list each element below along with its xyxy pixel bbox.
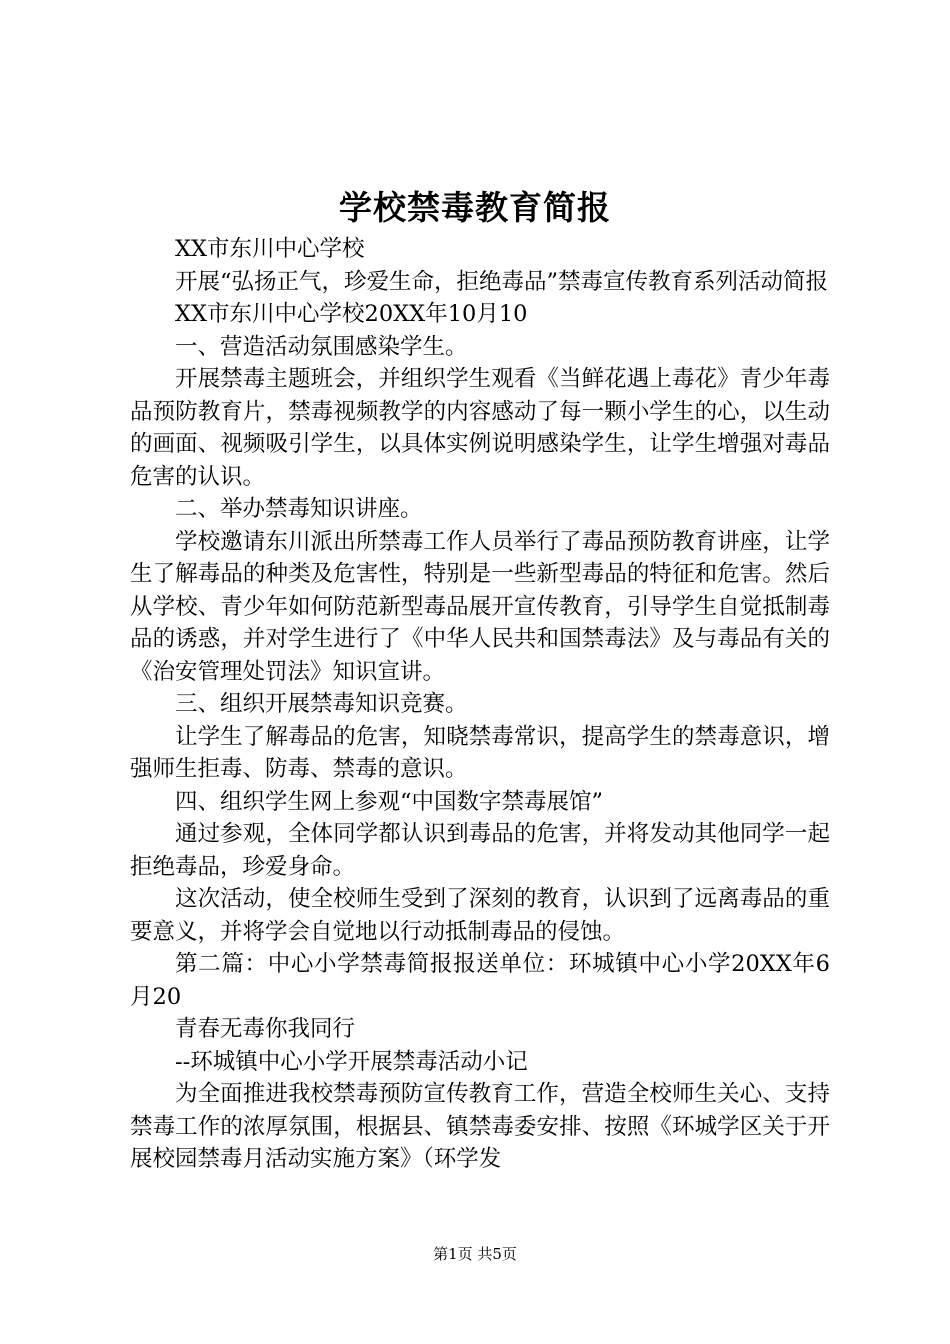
paragraph: 开展“弘扬正气，珍爱生命，拒绝毒品”禁毒宣传教育系列活动简报 [175,268,829,295]
document-title: 学校禁毒教育简报 [339,188,611,227]
paragraph: XX市东川中心学校20XX年10月10 [175,301,528,327]
paragraph: XX市东川中心学校 [175,236,365,262]
paragraph: 学校邀请东川派出所禁毒工作人员举行了毒品预防教育讲座，让学生了解毒品的种类及危害性，特别是一些新型毒品的特征和危害。然后从学校、青少年如何防范新型毒品展开宣传教育，引导学生自觉抵制毒品的诱惑，并对学生进行了《中华人民共和国禁毒法》及与毒品有关的《治安管理处罚法》知识宣讲。 [130,528,830,685]
paragraph: 这次活动，使全校师生受到了深刻的教育，认识到了远离毒品的重要意义，并将学会自觉地以行动抵制毒品的侵蚀。 [130,886,830,945]
paragraph: 通过参观，全体同学都认识到毒品的危害，并将发动其他同学一起拒绝毒品，珍爱身命。 [130,821,830,880]
paragraph: 一、营造活动氛围感染学生。 [175,333,468,360]
paragraph: 为全面推进我校禁毒预防宣传教育工作，营造全校师生关心、支持禁毒工作的浓厚氛围，根据县、镇禁毒委安排、按照《环城学区关于开展校园禁毒月活动实施方案》（环学发 [130,1081,830,1172]
paragraph: 四、组织学生网上参观“中国数字禁毒展馆” [175,788,604,815]
paragraph: 开展禁毒主题班会，并组织学生观看《当鲜花遇上毒花》青少年毒品预防教育片，禁毒视频教学的内容感动了每一颗小学生的心，以生动的画面、视频吸引学生，以具体实例说明感染学生，让学生增强对毒品危害的认识。 [130,366,830,490]
paragraph: 让学生了解毒品的危害，知晓禁毒常识，提高学生的禁毒意识，增强师生拒毒、防毒、禁毒的意识。 [130,723,830,782]
document-body [130,233,830,1176]
paragraph: --环城镇中心小学开展禁毒活动小记 [175,1048,528,1075]
paragraph: 青春无毒你我同行 [175,1016,356,1042]
paragraph: 第二篇：中心小学禁毒简报报送单位：环城镇中心小学20XX年6月20 [130,951,830,1010]
page-number-footer: 第1页 共5页 [433,1245,517,1263]
paragraph: 三、组织开展禁毒知识竞赛。 [175,691,468,717]
paragraph: 二、举办禁毒知识讲座。 [175,496,423,522]
